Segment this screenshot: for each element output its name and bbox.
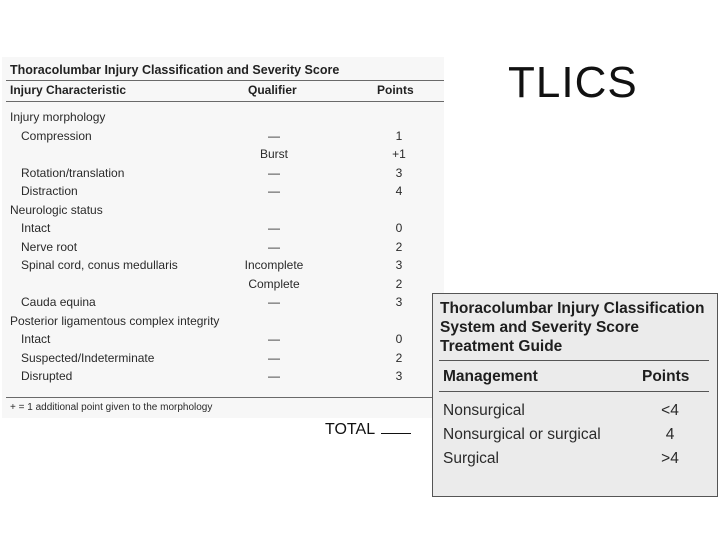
table-row: Compression — 1 bbox=[21, 128, 403, 143]
table-row: Nerve root — 2 bbox=[21, 239, 403, 254]
table-row: Suspected/Indeterminate — 2 bbox=[21, 350, 403, 365]
table-rule-bottom bbox=[6, 397, 444, 398]
management-cell: Nonsurgical bbox=[443, 402, 525, 419]
guide-rule-top bbox=[439, 360, 709, 361]
characteristic-cell: Rotation/translation bbox=[21, 165, 125, 180]
characteristic-cell: Cauda equina bbox=[21, 295, 96, 309]
characteristic-cell: Distraction bbox=[21, 184, 78, 198]
characteristic-cell: Nerve root bbox=[21, 239, 78, 254]
guide-rule-header bbox=[439, 391, 709, 392]
total-score bbox=[325, 421, 411, 439]
header-qualifier: Qualifier bbox=[248, 83, 297, 97]
characteristic-cell: Disrupted bbox=[21, 369, 73, 383]
management-cell: Nonsurgical or surgical bbox=[443, 426, 601, 443]
treatment-guide-title: Thoracolumbar Injury Classification System and Severity Score Treatment Guide bbox=[440, 300, 705, 355]
table-row: Burst +1 bbox=[260, 147, 406, 161]
guide-row: Surgical >4 bbox=[443, 450, 679, 467]
header-management: Management bbox=[443, 368, 538, 385]
total-label: TOTAL bbox=[325, 421, 376, 438]
tlics-table-title: Thoracolumbar Injury Classification and Severity Score bbox=[10, 63, 340, 77]
section-row bbox=[2, 314, 444, 332]
table-row: Disrupted — 3 bbox=[21, 369, 403, 383]
table-row: Rotation/translation — 3 bbox=[21, 165, 403, 180]
header-guide-points: Points bbox=[642, 368, 690, 385]
table-row: Spinal cord, conus medullaris Incomplete 3 bbox=[21, 258, 403, 272]
characteristic-cell: Neurologic status bbox=[10, 202, 103, 217]
table-footnote: + = 1 additional point given to the morphology bbox=[10, 402, 213, 413]
table-rule-top bbox=[6, 80, 444, 81]
table-rule-header bbox=[6, 101, 444, 102]
table-row: Distraction — 4 bbox=[21, 184, 403, 198]
section-row bbox=[2, 110, 444, 128]
characteristic-cell: Compression bbox=[21, 128, 92, 143]
characteristic-cell: Posterior ligamentous complex integrity bbox=[10, 313, 220, 328]
tlics-table bbox=[2, 57, 444, 418]
characteristic-cell: Injury morphology bbox=[10, 110, 106, 124]
section-row bbox=[2, 203, 444, 221]
characteristic-cell: Intact bbox=[21, 332, 51, 346]
characteristic-cell: Intact bbox=[21, 221, 51, 235]
total-blank-line bbox=[381, 421, 411, 434]
guide-row: Nonsurgical or surgical 4 bbox=[443, 426, 675, 443]
slide-title: TLICS bbox=[508, 58, 638, 107]
management-cell: Surgical bbox=[443, 450, 499, 467]
guide-row: Nonsurgical <4 bbox=[443, 402, 679, 419]
table-row: Complete 2 bbox=[248, 276, 403, 291]
table-row: Intact — 0 bbox=[21, 221, 403, 235]
treatment-guide bbox=[432, 293, 718, 497]
characteristic-cell: Spinal cord, conus medullaris bbox=[21, 258, 178, 272]
table-row: Cauda equina — 3 bbox=[21, 295, 403, 309]
header-injury-characteristic: Injury Characteristic bbox=[10, 83, 127, 97]
table-row: Intact — 0 bbox=[21, 332, 403, 346]
characteristic-cell: Suspected/Indeterminate bbox=[21, 350, 155, 365]
header-points: Points bbox=[377, 83, 414, 97]
